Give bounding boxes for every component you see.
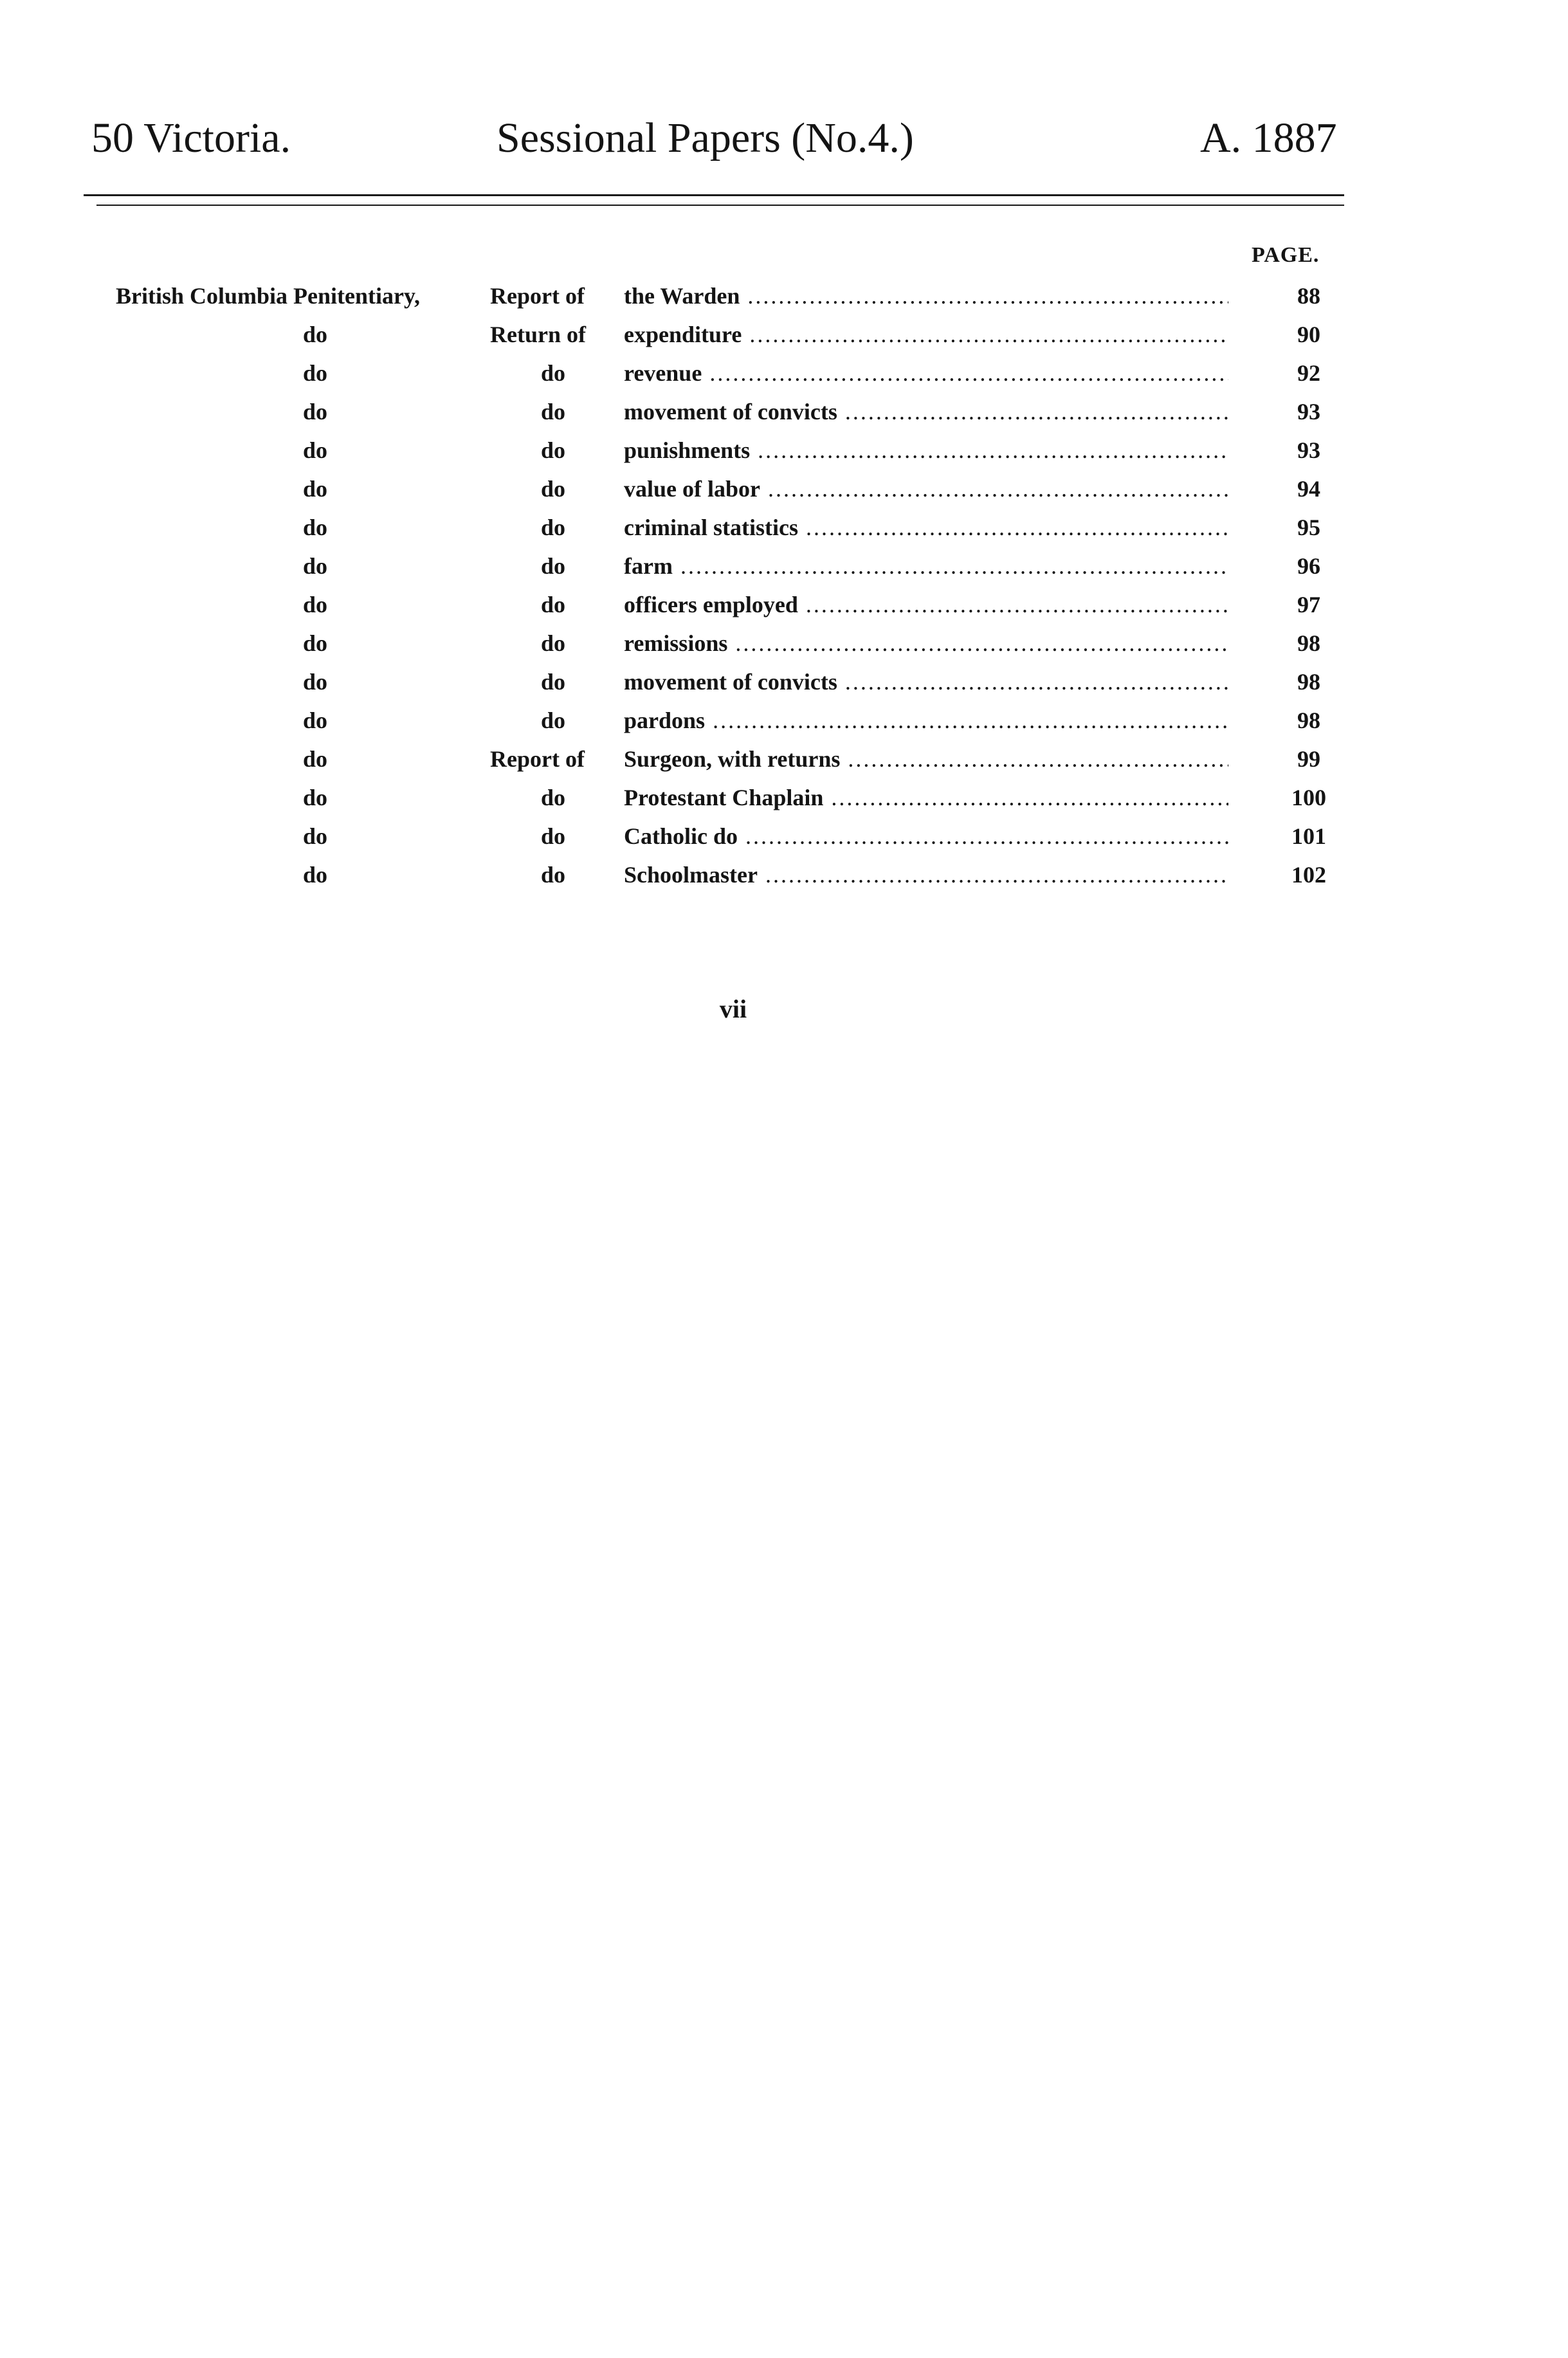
- entry-subject: do: [302, 746, 328, 772]
- entry-type: do: [540, 630, 566, 656]
- list-item: [0, 585, 1568, 624]
- list-item: [0, 740, 1568, 778]
- entry-title: punishments .....: [624, 431, 1228, 470]
- entry-title: Catholic do .....: [624, 817, 1228, 855]
- list-item: [0, 855, 1568, 894]
- entry-type: do: [540, 862, 566, 888]
- entry-subject: do: [302, 437, 328, 463]
- entry-title: farm .....: [624, 547, 1228, 585]
- entry-page: 98: [1297, 708, 1320, 733]
- entry-subject: do: [302, 785, 328, 810]
- entry-title: movement of convicts .....: [624, 663, 1228, 701]
- page-column-heading: PAGE.: [1252, 243, 1320, 267]
- entry-type: do: [540, 553, 566, 579]
- list-item: [0, 778, 1568, 817]
- list-item: [0, 392, 1568, 431]
- entry-type: do: [540, 669, 566, 695]
- header-regnal-year: 50 Victoria.: [91, 114, 291, 161]
- list-item: [0, 624, 1568, 663]
- entry-page: 93: [1297, 437, 1320, 463]
- entry-subject: do: [302, 476, 328, 502]
- entry-page: 93: [1297, 399, 1320, 425]
- entry-title: value of labor .....: [624, 470, 1228, 508]
- entry-type: do: [540, 785, 566, 810]
- entry-page: 88: [1297, 283, 1320, 309]
- entry-type: Report of: [490, 746, 585, 772]
- running-header: [0, 106, 1568, 170]
- entry-page: 94: [1297, 476, 1320, 502]
- entry-page: 101: [1291, 823, 1326, 849]
- entry-subject: British Columbia Penitentiary,: [116, 283, 421, 309]
- list-item: [0, 431, 1568, 470]
- entry-type: Return of: [490, 322, 586, 347]
- entry-type: do: [540, 360, 566, 386]
- entry-title: Protestant Chaplain .....: [624, 778, 1228, 817]
- header-year: A. 1887: [1200, 114, 1337, 161]
- list-item: [0, 663, 1568, 701]
- entry-page: 97: [1297, 592, 1320, 617]
- entry-type: do: [540, 476, 566, 502]
- entry-title: expenditure .....: [624, 315, 1228, 354]
- entry-page: 96: [1297, 553, 1320, 579]
- entry-subject: do: [302, 708, 328, 733]
- list-item: [0, 277, 1568, 315]
- entry-page: 92: [1297, 360, 1320, 386]
- list-item: [0, 701, 1568, 740]
- entry-page: 98: [1297, 630, 1320, 656]
- list-item: [0, 547, 1568, 585]
- entry-page: 95: [1297, 515, 1320, 540]
- header-rule: [84, 194, 1344, 196]
- entry-page: 98: [1297, 669, 1320, 695]
- entry-subject: do: [302, 630, 328, 656]
- entry-type: Report of: [490, 283, 585, 309]
- list-item: [0, 817, 1568, 855]
- entry-title: movement of convicts .....: [624, 392, 1228, 431]
- entry-subject: do: [302, 399, 328, 425]
- entry-subject: do: [302, 360, 328, 386]
- entry-page: 99: [1297, 746, 1320, 772]
- list-item: [0, 470, 1568, 508]
- entry-subject: do: [302, 322, 328, 347]
- entry-subject: do: [302, 592, 328, 617]
- entry-page: 100: [1291, 785, 1326, 810]
- entry-subject: do: [302, 862, 328, 888]
- entry-subject: do: [302, 823, 328, 849]
- list-item: [0, 508, 1568, 547]
- entry-subject: do: [302, 553, 328, 579]
- entry-title: officers employed .....: [624, 585, 1228, 624]
- entry-type: do: [540, 592, 566, 617]
- list-item: [0, 354, 1568, 392]
- entry-type: do: [540, 437, 566, 463]
- entry-title: criminal statistics .....: [624, 508, 1228, 547]
- header-title: Sessional Papers (No.4.): [497, 114, 914, 161]
- entry-subject: do: [302, 515, 328, 540]
- entry-subject: do: [302, 669, 328, 695]
- header-rule-secondary: [96, 205, 1344, 206]
- entry-page: 90: [1297, 322, 1320, 347]
- entry-type: do: [540, 708, 566, 733]
- entry-type: do: [540, 515, 566, 540]
- list-item: [0, 315, 1568, 354]
- entry-title: Surgeon, with returns .....: [624, 740, 1228, 778]
- entry-title: remissions .....: [624, 624, 1228, 663]
- entry-title: revenue .....: [624, 354, 1228, 392]
- page-folio: vii: [719, 994, 747, 1023]
- entry-type: do: [540, 823, 566, 849]
- entry-type: do: [540, 399, 566, 425]
- entry-page: 102: [1291, 862, 1326, 888]
- entry-title: Schoolmaster .....: [624, 855, 1228, 894]
- entry-title: pardons .....: [624, 701, 1228, 740]
- entry-title: the Warden .....: [624, 277, 1228, 315]
